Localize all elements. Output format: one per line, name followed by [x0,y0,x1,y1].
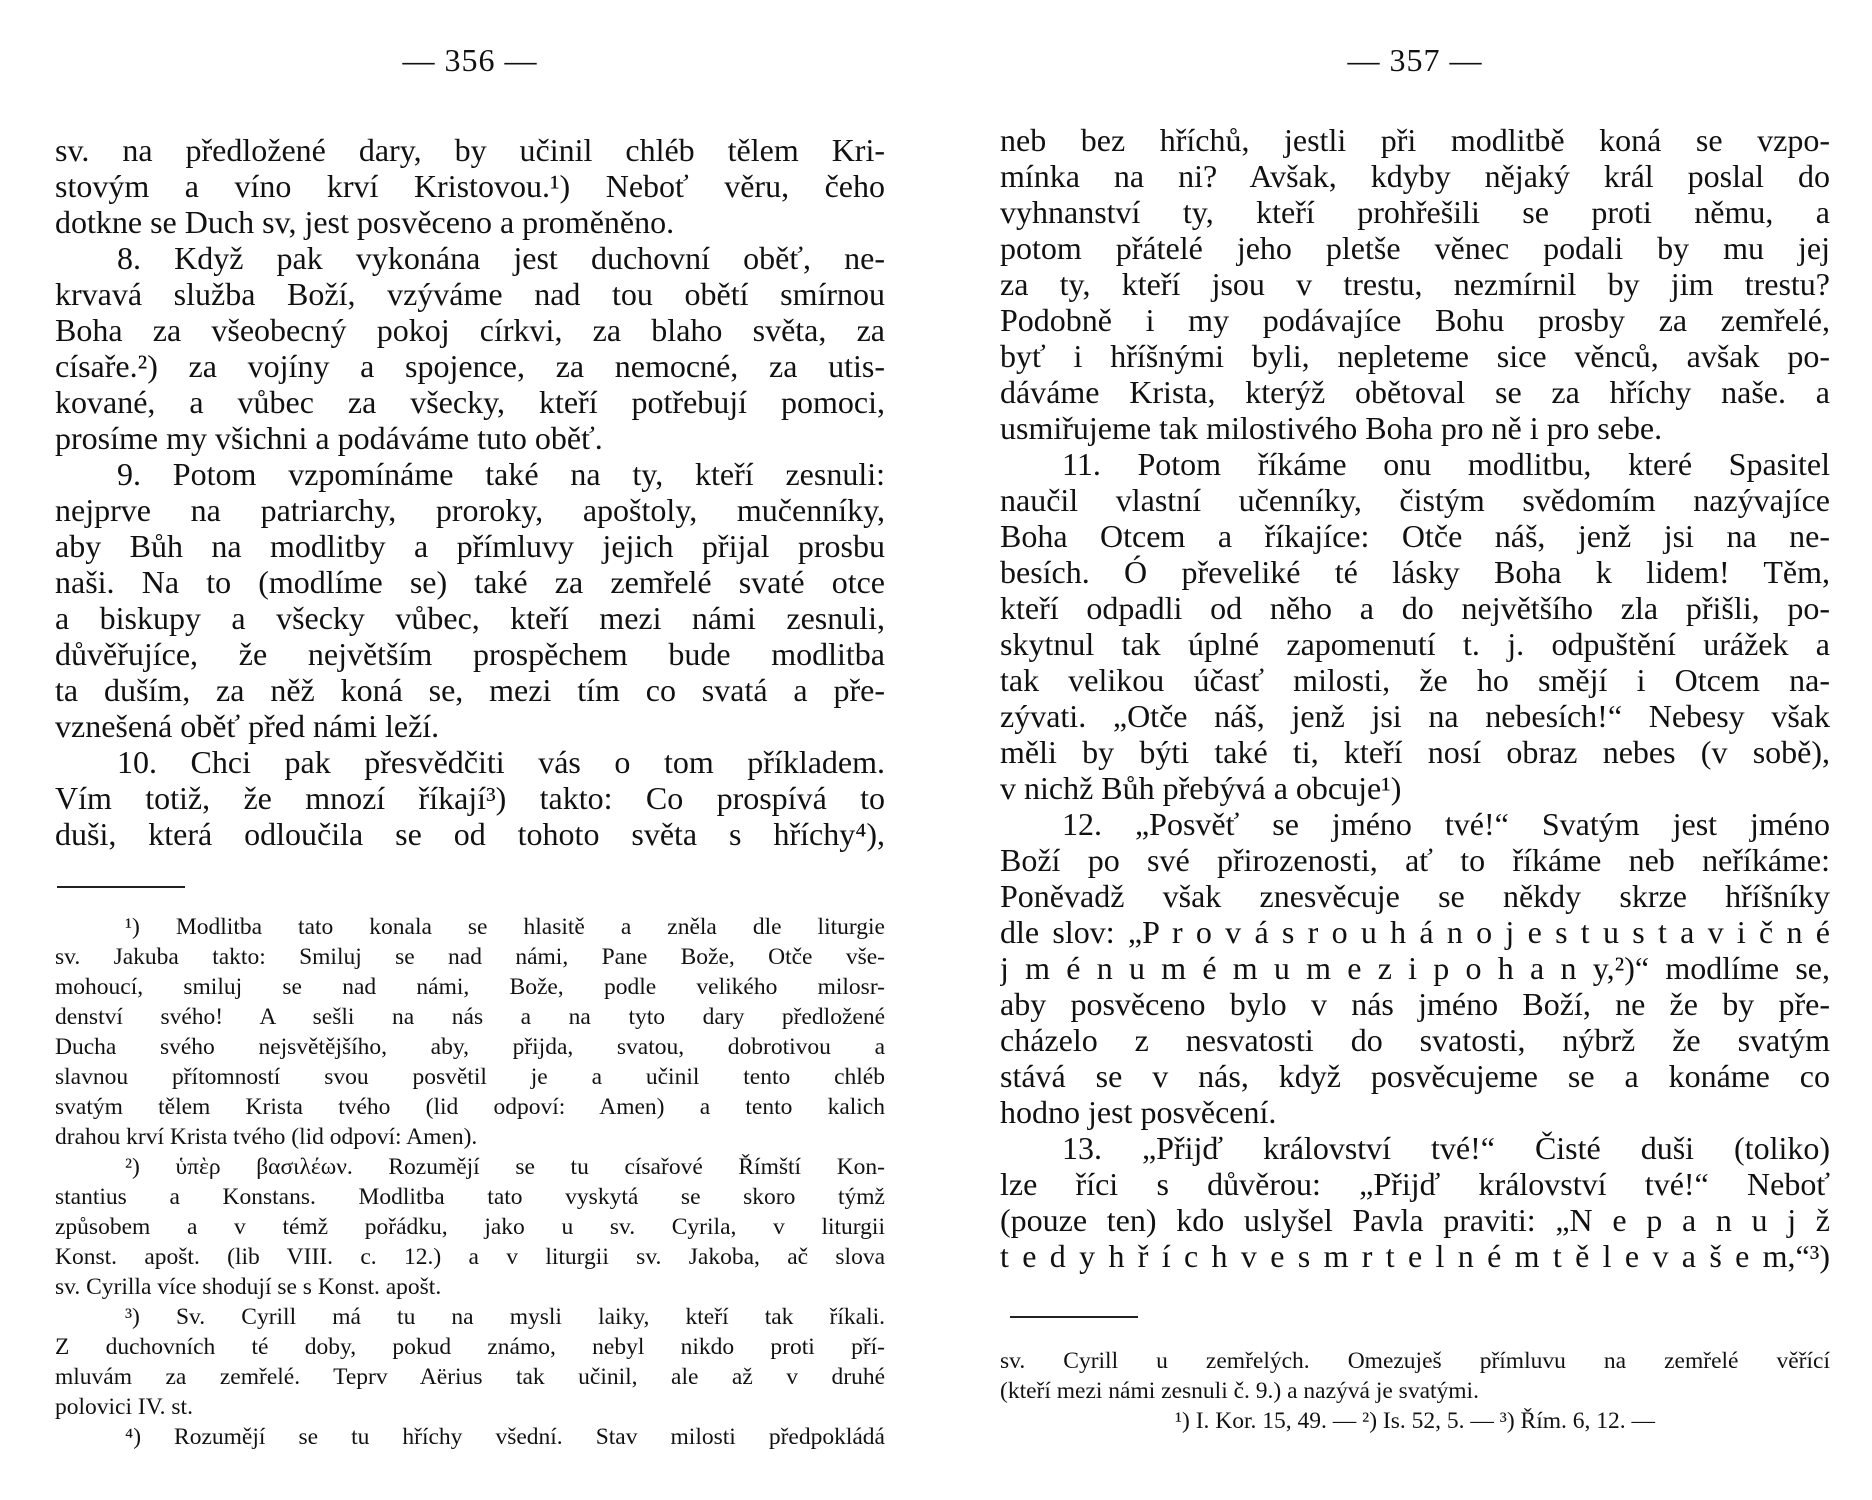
text-line: skytnul tak úplné zapomenutí t. j. odpuštění urážek a [1000,626,1830,662]
footnote-line: Z duchovních té doby, pokud známo, nebyl nikdo proti pří- [55,1334,885,1360]
footnote-line: způsobem a v témž pořádku, jako u sv. Cyrila, v liturgii [55,1214,885,1240]
footnote-rule [1010,1316,1138,1318]
text-line: stává se v nás, když posvěcujeme se a konáme co [1000,1058,1830,1094]
text-line: 11. Potom říkáme onu modlitbu, které Spasitel [1062,446,1830,482]
footnote-line: Konst. apošt. (lib VIII. c. 12.) a v liturgii sv. Jakoba, ač slova [55,1244,885,1270]
text-line: za ty, kteří jsou v trestu, nezmírnil by jim trestu? [1000,266,1830,302]
footnote-line: polovici IV. st. [55,1394,193,1420]
footnotes [55,912,885,1452]
footnote-line: mohoucí, smiluj se nad námi, Bože, podle velikého milosr- [55,974,885,1000]
text-line: j m é n u m é m u m e z i p o h a n y,²)“ modlíme se, [1000,950,1830,986]
text-line: (pouze ten) kdo uslyšel Pavla praviti: „N e p a n u j ž [1000,1202,1830,1238]
text-line: kteří odpadli od něho a do největšího zla přišli, po- [1000,590,1830,626]
body-text [55,132,885,852]
text-line: cházelo z nesvatosti do svatosti, nýbrž že svatým [1000,1022,1830,1058]
footnote-line: slavnou přítomností svou posvětil je a učinil tento chléb [55,1064,885,1090]
text-line: dotkne se Duch sv, jest posvěceno a proměněno. [55,204,675,240]
text-line: dle slov: „P r o v á s r o u h á n o j e s t u s t a v i č n é [1000,914,1830,950]
text-line: neb bez hříchů, jestli při modlitbě koná se vzpo- [1000,122,1830,158]
text-line: nejprve na patriarchy, proroky, apoštoly, mučenníky, [55,492,885,528]
text-line: Boha Otcem a říkajíce: Otče náš, jenž jsi na ne- [1000,518,1830,554]
text-line: aby posvěceno bylo v nás jméno Boží, ne že by pře- [1000,986,1830,1022]
page-number: — 356 — [402,42,538,78]
footnote-line: ¹) Modlitba tato konala se hlasitě a zněla dle liturgie [125,914,885,940]
text-line: zývati. „Otče náš, jenž jsi na nebesích!“ Nebesy však [1000,698,1830,734]
text-line: měli by býti také ti, kteří nosí obraz nebes (v sobě), [1000,734,1830,770]
text-line: a biskupy a všecky vůbec, kteří mezi námi zesnuli, [55,600,885,636]
text-line: císaře.²) za vojíny a spojence, za nemocné, za utis- [55,348,885,384]
text-line: stovým a víno krví Kristovou.¹) Neboť věru, čeho [55,168,885,204]
text-line: 13. „Přijď království tvé!“ Čisté duši (toliko) [1062,1130,1830,1166]
footnote-line: sv. Cyrilla více shodují se s Konst. apošt. [55,1274,442,1300]
text-line: potom přátelé jeho pletše věnec podali by mu jej [1000,230,1830,266]
text-line: hodno jest posvěcení. [1000,1094,1277,1130]
text-line: lze říci s důvěrou: „Přijď království tvé!“ Neboť [1000,1166,1830,1202]
footnote-line: denství svého! A sešli na nás a na tyto dary předložené [55,1004,885,1030]
footnote-line: sv. Jakuba takto: Smiluj se nad námi, Pane Bože, Otče vše- [55,944,885,970]
text-line: 12. „Posvěť se jméno tvé!“ Svatým jest jméno [1062,806,1830,842]
footnote-line: mluvám za zemřelé. Teprv Aërius tak učinil, ale až v druhé [55,1364,885,1390]
footnote-line: ²) ὑπὲρ βασιλέων. Rozumějí se tu císařové Římští Kon- [125,1154,885,1180]
text-line: kované, a vůbec za všecky, kteří potřebují pomoci, [55,384,885,420]
left-page [55,0,885,1500]
text-line: Boha za všeobecný pokoj církvi, za blaho světa, za [55,312,885,348]
page-number: — 357 — [1347,42,1483,78]
footnote-line: stantius a Konstans. Modlitba tato vyskytá se skoro týmž [55,1184,885,1210]
text-line: usmiřujeme tak milostivého Boha pro ně i pro sebe. [1000,410,1663,446]
text-line: byť i hříšnými byli, nepleteme sice věnců, avšak po- [1000,338,1830,374]
footnote-line: ¹) I. Kor. 15, 49. — ²) Is. 52, 5. — ³) Řím. 6, 12. — [1174,1408,1656,1434]
text-line: t e d y h ř í c h v e s m r t e l n é m t ě l e v a š e m,“³) [1000,1238,1830,1274]
text-line: prosíme my všichni a podáváme tuto oběť. [55,420,603,456]
text-line: vyhnanství ty, kteří prohřešili se proti němu, a [1000,194,1830,230]
text-line: naši. Na to (modlíme se) také za zemřelé svaté otce [55,564,885,600]
text-line: 8. Když pak vykonána jest duchovní oběť, ne- [117,240,885,276]
text-line: Boží po své přirozenosti, ať to říkáme neb neříkáme: [1000,842,1830,878]
footnote-line: ³) Sv. Cyrill má tu na mysli laiky, kteří tak říkali. [125,1304,885,1330]
footnote-line: Ducha svého nejsvětějšího, aby, přijda, svatou, dobrotivou a [55,1034,885,1060]
text-line: tak velikou účasť milosti, že ho smějí i Otcem na- [1000,662,1830,698]
footnote-line: sv. Cyrill u zemřelých. Omezuješ přímluvu na zemřelé věřící [1000,1348,1830,1374]
footnote-rule [57,886,185,888]
text-line: naučil vlastní učenníky, čistým svědomím nazývajíce [1000,482,1830,518]
text-line: důvěřujíce, že největším prospěchem bude modlitba [55,636,885,672]
footnotes [1000,1346,1830,1436]
footnote-line: drahou krví Krista tvého (lid odpoví: Amen). [55,1124,478,1150]
footnote-line: ⁴) Rozumějí se tu hříchy všední. Stav milosti předpokládá [125,1424,885,1450]
text-line: aby Bůh na modlitby a přímluvy jejich přijal prosbu [55,528,885,564]
text-line: 10. Chci pak přesvědčiti vás o tom příkladem. [117,744,885,780]
text-line: besích. Ó převeliké té lásky Boha k lidem! Těm, [1000,554,1830,590]
right-page [1000,0,1830,1500]
body-text [1000,122,1830,1274]
text-line: vznešená oběť před námi leží. [55,708,440,744]
text-line: v nichž Bůh přebývá a obcuje¹) [1000,770,1402,806]
text-line: mínka na ni? Avšak, kdyby nějaký král poslal do [1000,158,1830,194]
text-line: Vím totiž, že mnozí říkají³) takto: Co prospívá to [55,780,885,816]
text-line: krvavá služba Boží, vzýváme nad tou obětí smírnou [55,276,885,312]
text-line: 9. Potom vzpomínáme také na ty, kteří zesnuli: [117,456,885,492]
text-line: duši, která odloučila se od tohoto světa s hříchy⁴), [55,816,885,852]
footnote-line: svatým tělem Krista tvého (lid odpoví: Amen) a tento kalich [55,1094,885,1120]
text-line: dáváme Krista, kterýž obětoval se za hříchy naše. a [1000,374,1830,410]
text-line: Poněvadž však znesvěcuje se někdy skrze hříšníky [1000,878,1830,914]
footnote-line: (kteří mezi námi zesnuli č. 9.) a nazývá je svatými. [1000,1378,1479,1404]
text-line: ta duším, za něž koná se, mezi tím co svatá a pře- [55,672,885,708]
text-line: Podobně i my podávajíce Bohu prosby za zemřelé, [1000,302,1830,338]
text-line: sv. na předložené dary, by učinil chléb tělem Kri- [55,132,885,168]
